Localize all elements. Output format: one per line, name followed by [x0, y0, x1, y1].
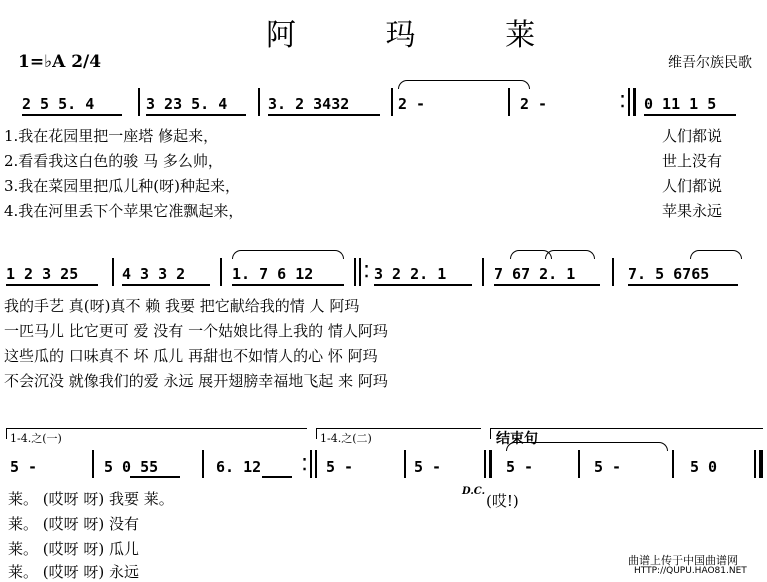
- measure-3: 3. 2 3432: [268, 95, 350, 113]
- measure-5: 5 -: [414, 458, 442, 476]
- barline: [315, 450, 317, 478]
- measure-1: 5 -: [10, 458, 38, 476]
- measure-7: 5 -: [594, 458, 622, 476]
- measure-6: 0 11 1 5: [644, 95, 717, 113]
- barline: [258, 88, 260, 116]
- repeat-dots: ⁚: [302, 455, 308, 474]
- beam: [374, 284, 472, 286]
- verse-tail: 苹果永远: [662, 202, 723, 220]
- measure-4: 5 -: [326, 458, 354, 476]
- measure-3: 1. 7 6 12: [232, 265, 314, 283]
- barline: [92, 450, 94, 478]
- barline: [578, 450, 580, 478]
- tie: [232, 250, 344, 259]
- tie: [545, 250, 595, 259]
- watermark-line-2: HTTP://QUPU.HAO81.NET: [634, 566, 747, 576]
- volta-1-label: 1-4.之(一): [10, 432, 62, 445]
- barline: [391, 88, 393, 116]
- measure-2: 5 0 55: [104, 458, 159, 476]
- measure-4: 2 -: [398, 95, 426, 113]
- verse-line: 我的手艺 真(呀)真不 赖 我要 把它献给我的情 人 阿玛: [4, 297, 360, 315]
- verse-tail: 世上没有: [662, 152, 723, 170]
- measure-5: 7 67 2. 1: [494, 265, 576, 283]
- verse-line: 莱。 (哎呀 呀) 永远: [8, 563, 140, 581]
- barline: [354, 258, 356, 286]
- verse-line: 莱。 (哎呀 呀) 没有: [8, 515, 140, 533]
- barline: [633, 88, 636, 116]
- ending-label: 结束句: [496, 431, 538, 447]
- barline: [612, 258, 614, 286]
- verse-line: 2.看看我这白色的骏 马 多么帅，: [4, 152, 223, 170]
- tie: [398, 80, 530, 89]
- beam: [130, 476, 180, 478]
- barline: [482, 258, 484, 286]
- composer-label: 维吾尔族民歌: [668, 55, 752, 71]
- measure-4: 3 2 2. 1: [374, 265, 447, 283]
- verse-line: 4.我在河里丢下个苹果它准飘起来，: [4, 202, 244, 220]
- verse-tail: 人们都说: [662, 177, 723, 195]
- beam: [268, 114, 380, 116]
- beam: [262, 476, 292, 478]
- barline: [508, 88, 510, 116]
- barline: [754, 450, 756, 478]
- barline: [138, 88, 140, 116]
- beam: [122, 284, 210, 286]
- barline: [112, 258, 114, 286]
- verse-line: 不会沉没 就像我们的爱 永远 展开翅膀幸福地飞起 来 阿玛: [4, 372, 388, 390]
- key-signature: 1=♭A 2/4: [18, 52, 102, 72]
- barline: [628, 88, 630, 116]
- beam: [22, 114, 122, 116]
- barline: [220, 258, 222, 286]
- watermark-line-1: 曲谱上传于中国曲谱网: [628, 554, 738, 567]
- measure-8: 5 0: [690, 458, 718, 476]
- measure-3: 6. 12: [216, 458, 262, 476]
- verse-line: 一匹马儿 比它更可 爱 没有 一个姑娘比得上我的 情人阿玛: [4, 322, 388, 340]
- barline: [359, 258, 361, 286]
- volta-2-label: 1-4.之(二): [320, 432, 372, 445]
- barline: [759, 450, 763, 478]
- beam: [146, 114, 246, 116]
- beam: [6, 284, 98, 286]
- verse-line: 莱。 (哎呀 呀) 我要 莱。: [8, 490, 174, 508]
- dc-lyric: (哎!): [486, 492, 519, 510]
- barline: [404, 450, 406, 478]
- page-title: 阿 玛 莱: [266, 18, 576, 53]
- barline: [484, 450, 486, 478]
- verse-line: 这些瓜的 口味真不 坏 瓜儿 再甜也不如情人的心 怀 阿玛: [4, 347, 378, 365]
- barline: [672, 450, 674, 478]
- beam: [232, 284, 344, 286]
- measure-6: 7. 5 6765: [628, 265, 710, 283]
- beam: [494, 284, 600, 286]
- beam: [628, 284, 738, 286]
- verse-tail: 人们都说: [662, 127, 723, 145]
- measure-1: 1 2 3 25: [6, 265, 79, 283]
- measure-2: 4 3 3 2: [122, 265, 186, 283]
- measure-5: 2 -: [520, 95, 548, 113]
- measure-2: 3 23 5. 4: [146, 95, 228, 113]
- tie: [506, 442, 668, 451]
- verse-line: 3.我在菜园里把瓜儿种(呀)种起来，: [4, 177, 241, 195]
- repeat-dots: ⁚: [620, 92, 626, 111]
- measure-1: 2 5 5. 4: [22, 95, 95, 113]
- repeat-dots: ⁚: [364, 262, 370, 281]
- verse-line: 1.我在花园里把一座塔 修起来，: [4, 127, 219, 145]
- barline: [202, 450, 204, 478]
- barline: [310, 450, 312, 478]
- barline: [489, 450, 492, 478]
- measure-6: 5 -: [506, 458, 534, 476]
- verse-line: 莱。 (哎呀 呀) 瓜儿: [8, 540, 140, 558]
- beam: [644, 114, 736, 116]
- tie: [690, 250, 742, 259]
- dc-marking: D.C.: [462, 486, 486, 497]
